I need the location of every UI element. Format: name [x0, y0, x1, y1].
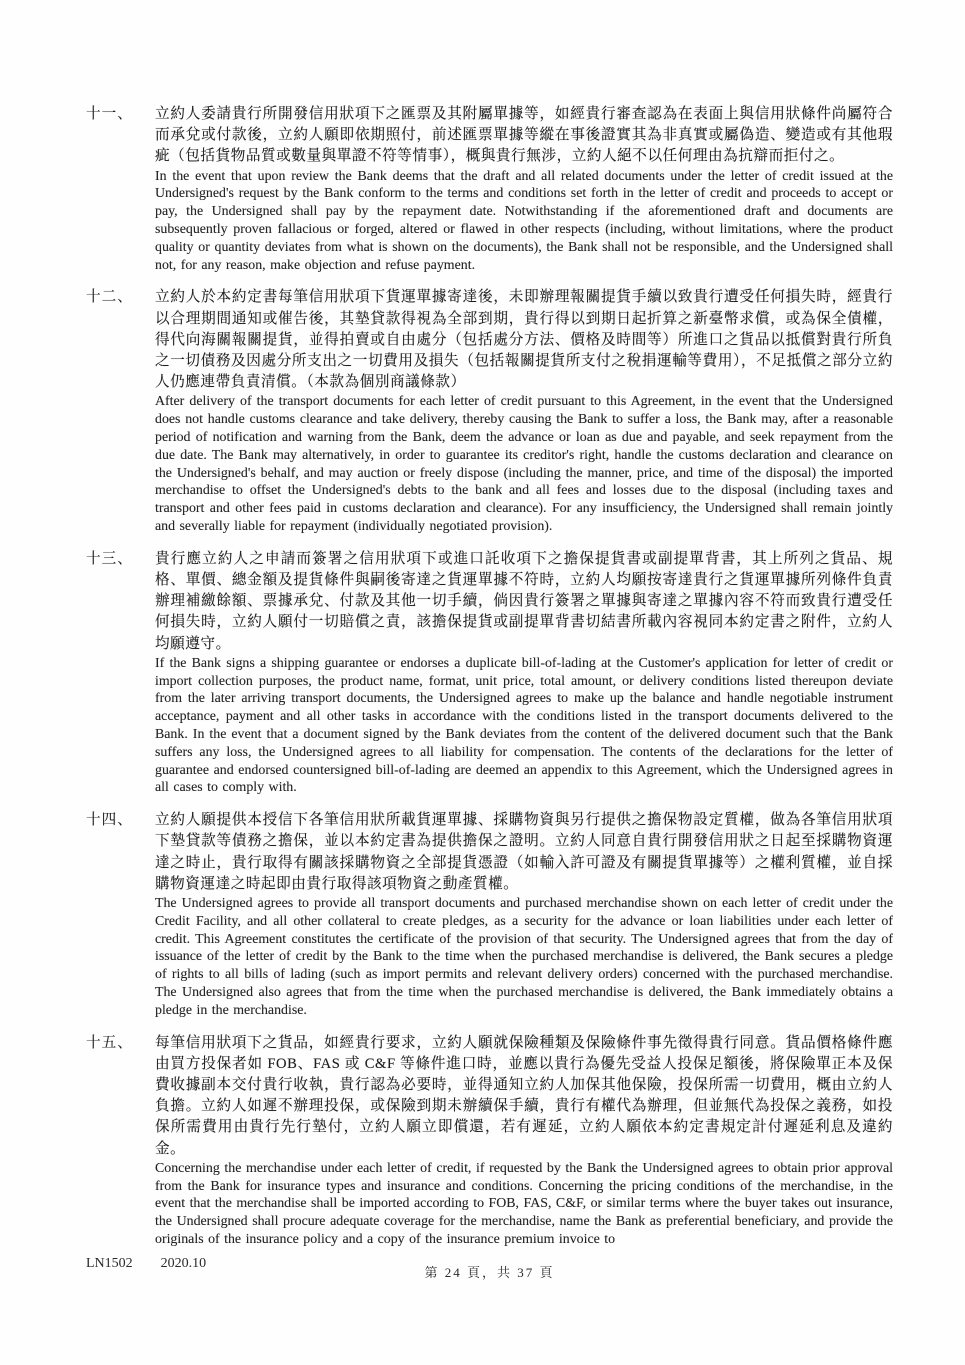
clause-body — [155, 287, 893, 535]
clause-body — [155, 1033, 893, 1249]
clause-number: 十五、 — [86, 1034, 133, 1051]
form-code: LN1502 — [86, 1256, 133, 1271]
page-indicator: 第 24 頁，共 37 頁 — [424, 1264, 555, 1280]
clause-body — [155, 104, 893, 274]
clause-english-text: Concerning the merchandise under each letter of credit, if requested by the Bank the Undersigned agrees to obtain prior approval from the Bank for insurance types and insurance and conditions. Concerning the pricing conditions of the merchandise, in the event that the merchandise shall be imported according to FOB, FAS, C&F, or similar terms where the buyer takes out insurance, the Undersigned shall procure adequate coverage for the merchandise, name the Bank as preferential beneficiary, and provide the originals of the insurance policy and a copy of the insurance premium invoice to — [155, 1160, 893, 1247]
clause-15 — [86, 1033, 893, 1249]
clause-english-text: After delivery of the transport documents for each letter of credit pursuant to this Agreement, in the event that the Undersigned does not handle customs clearance and take delivery, thereby causing the Bank to suffer a loss, the Bank may, after a reasonable period of notification and warning from the Bank, deem the advance or loan as due and payable, and seek repayment from the due date. The Bank may alternatively, in order to guarantee its creditor's right, handle the customs declaration and clearance on the Undersigned's behalf, and may auction or freely dispose (including the manner, price, and time of the disposal) the imported merchandise to offset the Undersigned's debts to the bank and all fees and losses due to the disposal (including taxes and transport and other fees paid in customs declaration and clearance). For any insufficiency, the Undersigned shall remain jointly and severally liable for repayment (individually negotiated provision). — [155, 394, 893, 534]
page-footer — [86, 1256, 206, 1272]
clause-chinese-text: 立約人願提供本授信下各筆信用狀所載貨運單據、採購物資與另行提供之擔保物設定質權，做為各筆信用狀項下墊貸款等債務之擔保，並以本約定書為提供擔保之證明。立約人同意自貴行開發信用狀之日起至採購物資運達之時止，貴行取得有關該採購物資之全部提貨憑證（如輸入許可證及有關提貨單據等）之權利質權，並自採購物資運達之時起即由貴行取得該項物資之動產質權。 — [155, 812, 893, 892]
clause-body — [155, 810, 893, 1019]
clause-chinese-text: 每筆信用狀項下之貨品，如經貴行要求，立約人願就保險種類及保險條件事先徵得貴行同意。貨品價格條件應由買方投保者如 FOB、FAS 或 C&F 等條件進口時，並應以貴行為優先受益人投保足額後，將保險單正本及保費收據副本交付貴行收執，貴行認為必要時，並得通知立約人加保其他保險，投保所需一切費用，概由立約人負擔。立約人如遲不辦理投保，或保險到期未辦續保手續，貴行有權代為辦理，但並無代為投保之義務，如投保所需費用由貴行先行墊付，立約人願立即償還，若有遲延，立約人願依本約定書規定計付遲延利息及違約金。 — [155, 1034, 893, 1157]
clause-number: 十四、 — [86, 812, 133, 829]
form-version: 2020.10 — [160, 1256, 207, 1271]
clause-body — [155, 549, 893, 797]
clause-number: 十一、 — [86, 106, 133, 122]
clause-english-text: If the Bank signs a shipping guarantee or endorses a duplicate bill-of-lading at the Customer's application for letter of credit or import collection purposes, the product name, format, unit price, total amount, or delivery conditions listed thereupon deviate from the later arriving transport documents, the Undersigned agrees to make up the balance and handle negotiable instrument acceptance, payment and all other tasks in accordance with the conditions listed in the transport documents delivered to the Bank. In the event that a document signed by the Bank deviates from the content of the delivered document such that the Bank suffers any loss, the Undersigned agrees to all liability for compensation. The contents of the declarations for the letter of guarantee and endorsed countersigned bill-of-lading are deemed an appendix to this Agreement, which the Undersigned agrees in all cases to comply with. — [155, 655, 893, 796]
clause-12 — [86, 287, 893, 535]
clause-english-text: The Undersigned agrees to provide all transport documents and purchased merchandise shown on each letter of credit under the Credit Facility, and all other collateral to create pledges, as a security for the advance or loan liabilities under each letter of credit. This Agreement constitutes the certificate of the provision of that security. The Undersigned agrees that from the day of issuance of the letter of credit by the Bank to the time when the purchased merchandise is delivered, the Bank secures a pledge of rights to all bills of lading (such as import permits and relevant delivery orders) concerned with the purchased merchandise. The Undersigned also agrees that from the time when the purchased merchandise is delivered, the Bank immediately obtains a pledge in the merchandise. — [155, 895, 893, 1018]
clause-14 — [86, 810, 893, 1019]
clause-number: 十三、 — [86, 550, 133, 567]
clause-english-text: In the event that upon review the Bank deems that the draft and all related documents under the letter of credit issued at the Undersigned's request by the Bank conform to the terms and conditions set forth in the letter of credit and proceeds to accept or pay, the Undersigned shall pay by the repayment date. Notwithstanding if the aforementioned draft and documents are subsequently proven fallacious or forged, altered or flawed in other respects (including, without limitations, where the product quality or quantity deviates from what is shown on the documents), the Bank shall not be responsible, and the Undersigned shall not, for any reason, make objection and refuse payment. — [155, 168, 893, 273]
clause-chinese-text: 立約人委請貴行所開發信用狀項下之匯票及其附屬單據等，如經貴行審查認為在表面上與信用狀條件尚屬符合而承兌或付款後，立約人願即依期照付，前述匯票單據等縱在事後證實其為非真實或屬偽造、變造或有其他瑕疵（包括貨物品質或數量與單證不符等情事），概與貴行無涉，立約人絕不以任何理由為抗辯而拒付之。 — [155, 106, 893, 165]
clause-chinese-text: 貴行應立約人之申請而簽署之信用狀項下或進口託收項下之擔保提貨書或副提單背書，其上所列之貨品、規格、單價、總金額及提貨條件與嗣後寄達之貨運單據不符時，立約人均願按寄達貴行之貨運單據所列條件負責辦理補繳餘額、票據承兌、付款及其他一切手續，倘因貴行簽署之單據與寄達之單據內容不符而致貴行遭受任何損失時，立約人願付一切賠償之責，該擔保提貨或副提單背書切結書所載內容視同本約定書之附件，立約人均願遵守。 — [155, 550, 893, 652]
clause-13 — [86, 549, 893, 797]
clause-11 — [86, 104, 893, 274]
clause-chinese-text: 立約人於本約定書每筆信用狀項下貨運單據寄達後，未即辦理報關提貨手續以致貴行遭受任何損失時，經貴行以合理期間通知或催告後，其墊貸款得視為全部到期，貴行得以到期日起折算之新臺幣求償，或為保全債權，得代向海關報關提貨，並得拍賣或自由處分（包括處分方法、價格及時間等）所進口之貨品以抵償對貴行所負之一切債務及因處分所支出之一切費用及損失（包括報關提貨所支付之稅捐運輸等費用），不足抵償之部分立約人仍應連帶負責清償。（本款為個別商議條款） — [155, 289, 893, 391]
document-content — [86, 104, 893, 1281]
clause-number: 十二、 — [86, 289, 133, 306]
